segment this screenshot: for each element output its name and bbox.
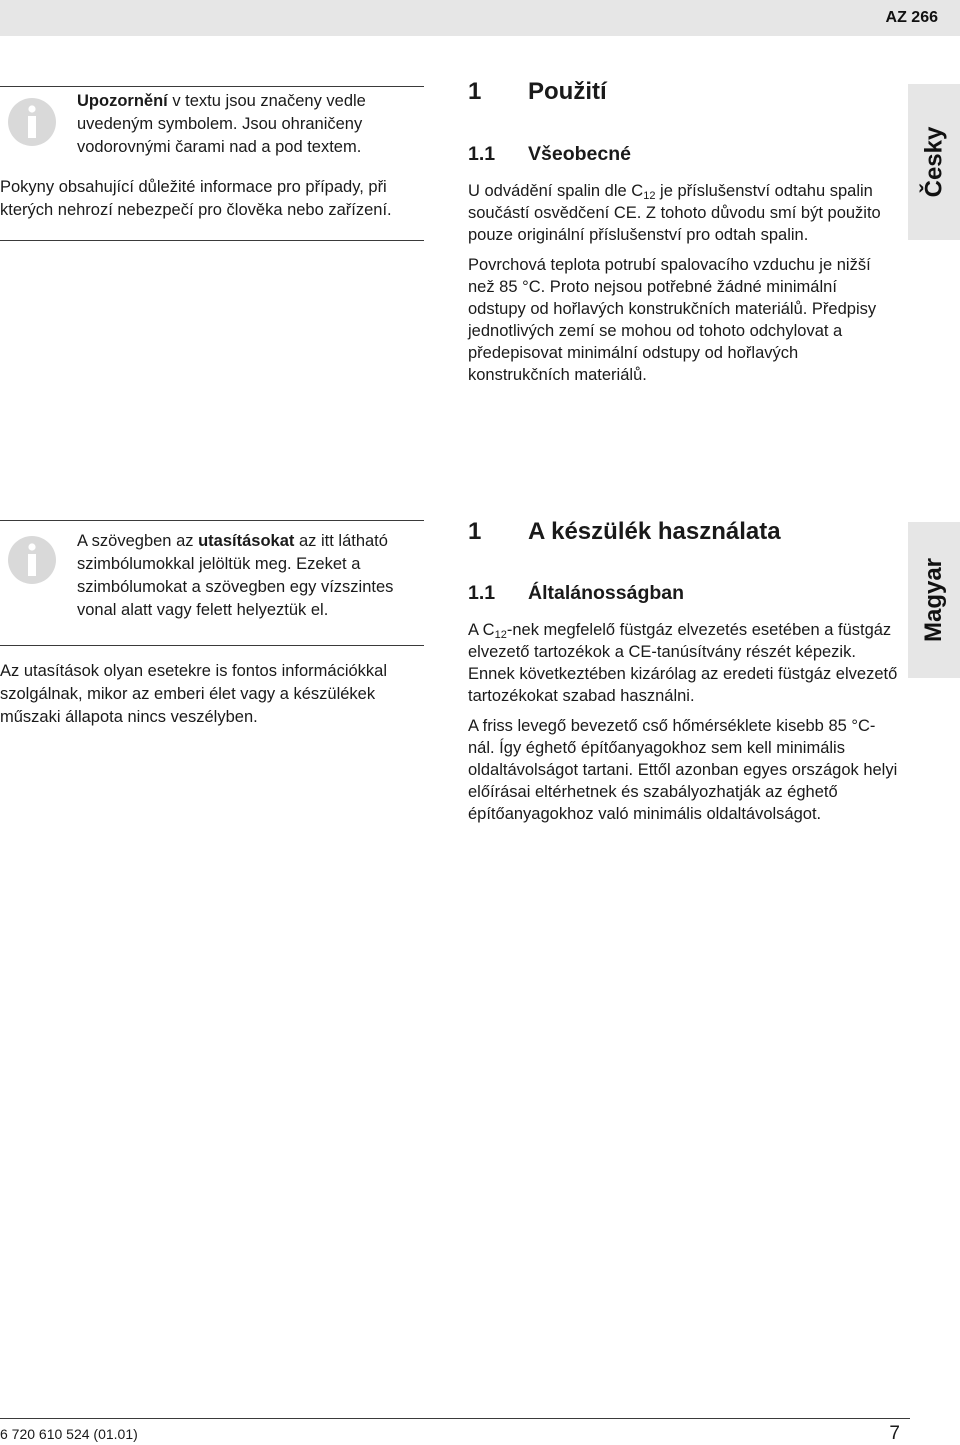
language-tab-label: Magyar — [920, 557, 948, 643]
page-number: 7 — [889, 1423, 900, 1444]
subscript: 12 — [494, 629, 507, 641]
text-run: A C — [468, 621, 495, 639]
note-text: A szövegben az — [77, 532, 199, 550]
section-title: Použití — [528, 78, 607, 105]
info-icon — [8, 98, 56, 146]
note-bold-term: Upozornění — [77, 92, 168, 110]
info-icon — [8, 536, 56, 584]
body-paragraph: Povrchová teplota potrubí spalovacího vzduchu je nižší než 85 °C. Proto nejsou potřebné žádné minimální odstupy od hořlavých konstrukčních materiálů. Předpisy jednotlivých zemí se mohou od tohoto odchylovat a předepisovat minimální odstupy od hořlavých konstrukčních materiálů. — [468, 256, 877, 384]
section-heading — [468, 78, 607, 106]
note-text: v textu jsou značeny vedle uvedeným symbolem. Jsou ohraničeny vodorovnými čarami nad a pod textem. — [77, 92, 366, 156]
section-heading — [468, 518, 781, 546]
note-text: az itt látható szimbólumokkal jelöltük meg. Ezeket a szimbólumokat a szövegben egy vízszintes vonal alatt vagy felett helyeztük el. — [77, 532, 394, 619]
note-top-rule — [0, 86, 424, 87]
body-paragraph — [468, 180, 898, 246]
subsection-number: 1.1 — [468, 582, 496, 604]
body-paragraph: A friss levegő bevezető cső hőmérséklete kisebb 85 °C-nál. Így éghető építőanyagokhoz sem kell minimális oldaltávolságot tartani. Ettől azonban egyes országok helyi előírásai eltérhetnek és szabályozhatják az éghető építőanyagokhoz való minimális oldaltávolságot. — [468, 717, 898, 823]
document-code: AZ 266 — [885, 9, 938, 26]
subscript: 12 — [643, 190, 656, 202]
subsection-title: Általánosságban — [528, 582, 685, 604]
note-paragraph-secondary: Az utasítások olyan esetekre is fontos információkkal szolgálnak, mikor az emberi élet vagy a készülékek műszaki állapota nincs veszélyben. — [0, 662, 388, 726]
body-paragraph — [468, 619, 898, 707]
note-bottom-rule — [0, 240, 424, 241]
language-tab-hungarian — [908, 522, 960, 678]
note-paragraph — [77, 530, 417, 622]
section-body — [468, 619, 898, 833]
text-run: -nek megfelelő füstgáz elvezetés esetében a füstgáz elvezető tartozékok a CE-tanúsítvány részét képezik. Ennek következtében kizárólag az eredeti füstgáz elvezető tartozékokat szabad használni. — [468, 621, 898, 705]
section-number: 1 — [468, 518, 482, 545]
footer-rule — [0, 1418, 910, 1419]
text-run: U odvádění spalin dle C — [468, 182, 644, 200]
subsection-number: 1.1 — [468, 143, 496, 165]
note-paragraph — [77, 90, 417, 159]
subsection-heading — [468, 582, 684, 605]
note-top-rule — [0, 520, 424, 521]
note-bold-term: utasításokat — [198, 532, 295, 550]
document-number: 6 720 610 524 (01.01) — [0, 1426, 138, 1442]
language-tab-czech — [908, 84, 960, 240]
text-run: je příslušenství odtahu spalin součástí osvědčení CE. Z tohoto důvodu smí být použito pouze originální příslušenství pro odtah spalin. — [468, 182, 881, 244]
note-divider — [0, 645, 424, 646]
language-tab-label: Česky — [920, 126, 948, 198]
section-title: A készülék használata — [528, 518, 781, 545]
subsection-heading — [468, 143, 631, 166]
note-paragraph-secondary: Pokyny obsahující důležité informace pro případy, při kterých nehrozí nebezpečí pro člověka nebo zařízení. — [0, 178, 392, 219]
section-number: 1 — [468, 78, 482, 105]
section-body — [468, 180, 898, 394]
page-header-bar — [0, 0, 960, 36]
subsection-title: Všeobecné — [528, 143, 631, 165]
